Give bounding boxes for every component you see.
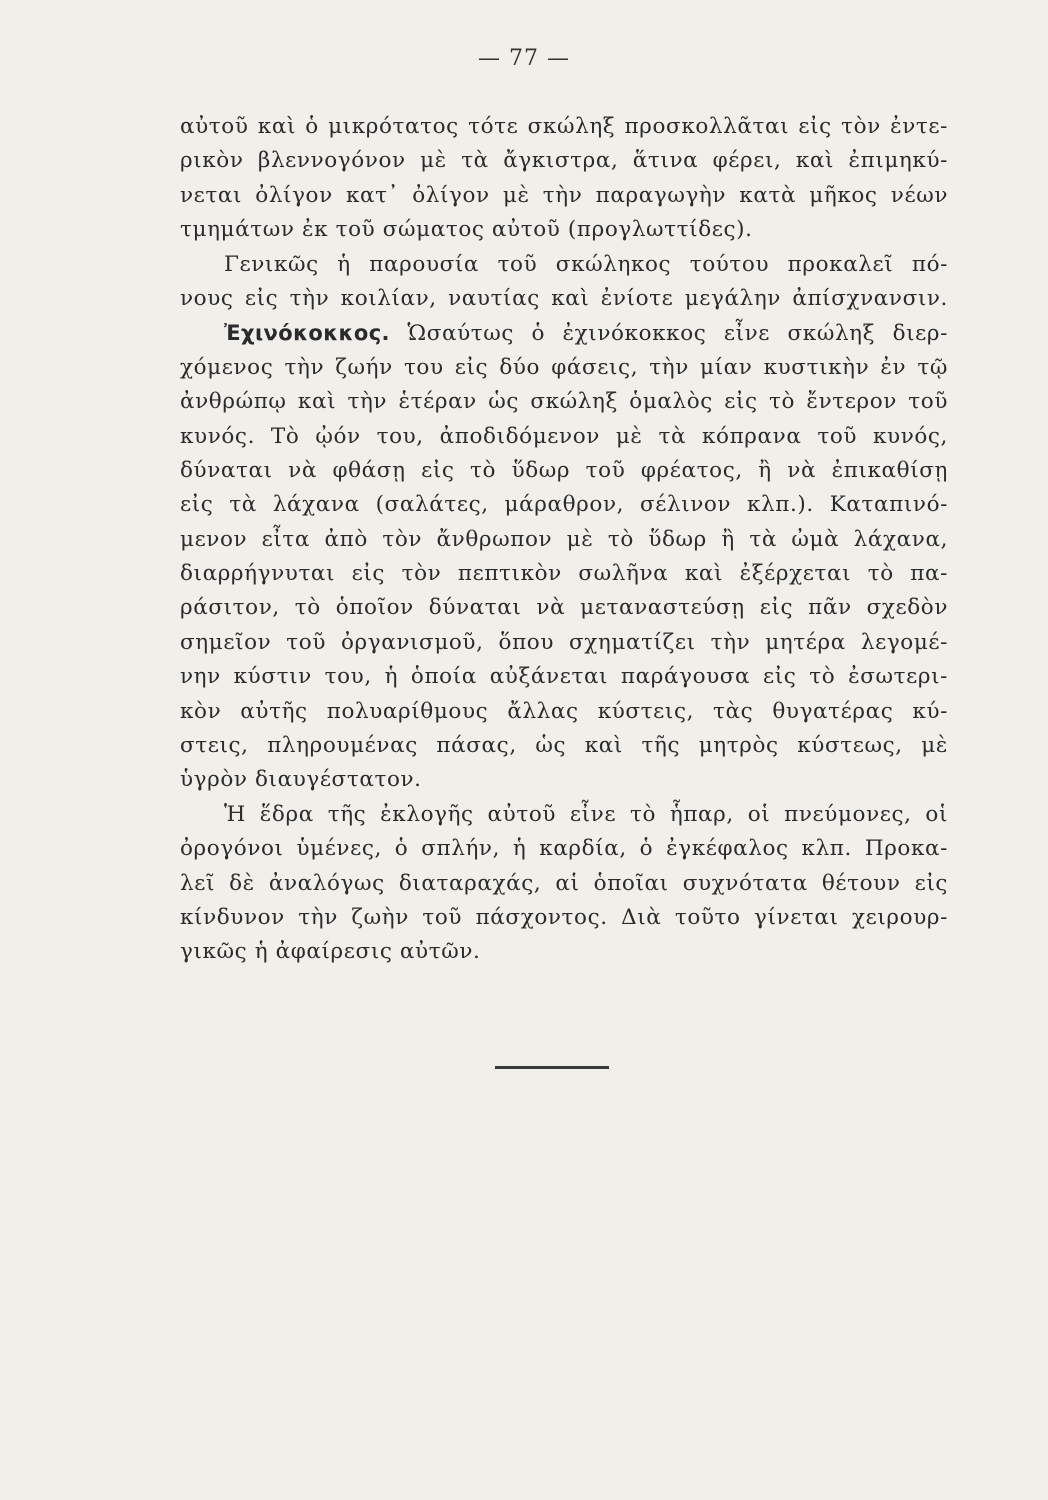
text-line: μενον εἶτα ἀπὸ τὸν ἄνθρωπον μὲ τὸ ὕδωρ ἢ τὰ ὠμὰ λάχανα, [180, 526, 948, 552]
text-line: στεις, πληρουμένας πάσας, ὡς καὶ τῆς μητρὸς κύστεως, μὲ [180, 733, 948, 759]
page-number: — 77 — [478, 46, 570, 71]
text-line: λεῖ δὲ ἀναλόγως διαταραχάς, αἱ ὁποῖαι συχνότατα θέτουν εἰς [180, 870, 948, 896]
text-line: ὑγρὸν διαυγέστατον. [180, 767, 422, 793]
end-rule-divider [495, 1066, 609, 1069]
text-line: κίνδυνον τὴν ζωὴν τοῦ πάσχοντος. Διὰ τοῦτο γίνεται χειρουρ- [180, 904, 948, 930]
text-line: κυνός. Τὸ ᾠόν του, ἀποδιδόμενον μὲ τὰ κόπρανα τοῦ κυνός, [180, 423, 948, 449]
text-line: νους εἰς τὴν κοιλίαν, ναυτίας καὶ ἐνίοτε μεγάλην ἀπίσχνανσιν. [180, 285, 948, 311]
text-line: σημεῖον τοῦ ὀργανισμοῦ, ὅπου σχηματίζει τὴν μητέρα λεγομέ- [180, 629, 948, 655]
text-line: γικῶς ἡ ἀφαίρεσις αὐτῶν. [180, 939, 481, 965]
text-line: κὸν αὐτῆς πολυαρίθμους ἄλλας κύστεις, τὰς θυγατέρας κύ- [180, 698, 948, 724]
text-line: Ἡ ἕδρα τῆς ἐκλογῆς αὐτοῦ εἶνε τὸ ἧπαρ, οἱ πνεύμονες, οἱ [224, 801, 948, 827]
text-line: χόμενος τὴν ζωήν του εἰς δύο φάσεις, τὴν μίαν κυστικὴν ἐν τῷ [180, 354, 948, 380]
section-heading: Ἐχινόκοκκος. [224, 321, 390, 346]
text-line: νεται ὀλίγον κατ᾽ ὀλίγον μὲ τὴν παραγωγὴν κατὰ μῆκος νέων [180, 182, 948, 208]
text-line: ρικὸν βλεννογόνον μὲ τὰ ἄγκιστρα, ἅτινα φέρει, καὶ ἐπιμηκύ- [180, 148, 948, 174]
text-line: εἰς τὰ λάχανα (σαλάτες, μάραθρον, σέλινον κλπ.). Καταπινό- [180, 492, 948, 518]
text-line: ἀνθρώπῳ καὶ τὴν ἑτέραν ὡς σκώληξ ὁμαλὸς εἰς τὸ ἔντερον τοῦ [180, 389, 948, 415]
text-line: ὀρογόνοι ὑμένες, ὁ σπλήν, ἡ καρδία, ὁ ἐγκέφαλος κλπ. Προκα- [180, 836, 948, 862]
text-fragment: Ὡσαύτως ὁ ἐχινόκοκκος εἶνε σκώληξ διερ- [407, 321, 948, 347]
text-line: ράσιτον, τὸ ὁποῖον δύναται νὰ μεταναστεύσῃ εἰς πᾶν σχεδὸν [180, 595, 948, 621]
text-line: νην κύστιν του, ἡ ὁποία αὐξάνεται παράγουσα εἰς τὸ ἐσωτερι- [180, 664, 948, 690]
text-line-with-heading [180, 316, 948, 350]
text-line: αὐτοῦ καὶ ὁ μικρότατος τότε σκώληξ προσκολλᾶται εἰς τὸν ἐντε- [180, 114, 948, 139]
text-line: τμημάτων ἐκ τοῦ σώματος αὐτοῦ (προγλωττίδες). [180, 217, 753, 243]
body-text [180, 110, 948, 970]
text-line: Γενικῶς ἡ παρουσία τοῦ σκώληκος τούτου προκαλεῖ πό- [224, 251, 948, 277]
text-line: δύναται νὰ φθάσῃ εἰς τὸ ὕδωρ τοῦ φρέατος, ἢ νὰ ἐπικαθίσῃ [180, 457, 948, 483]
text-line: διαρρήγνυται εἰς τὸν πεπτικὸν σωλῆνα καὶ ἐξέρχεται τὸ πα- [180, 561, 948, 587]
